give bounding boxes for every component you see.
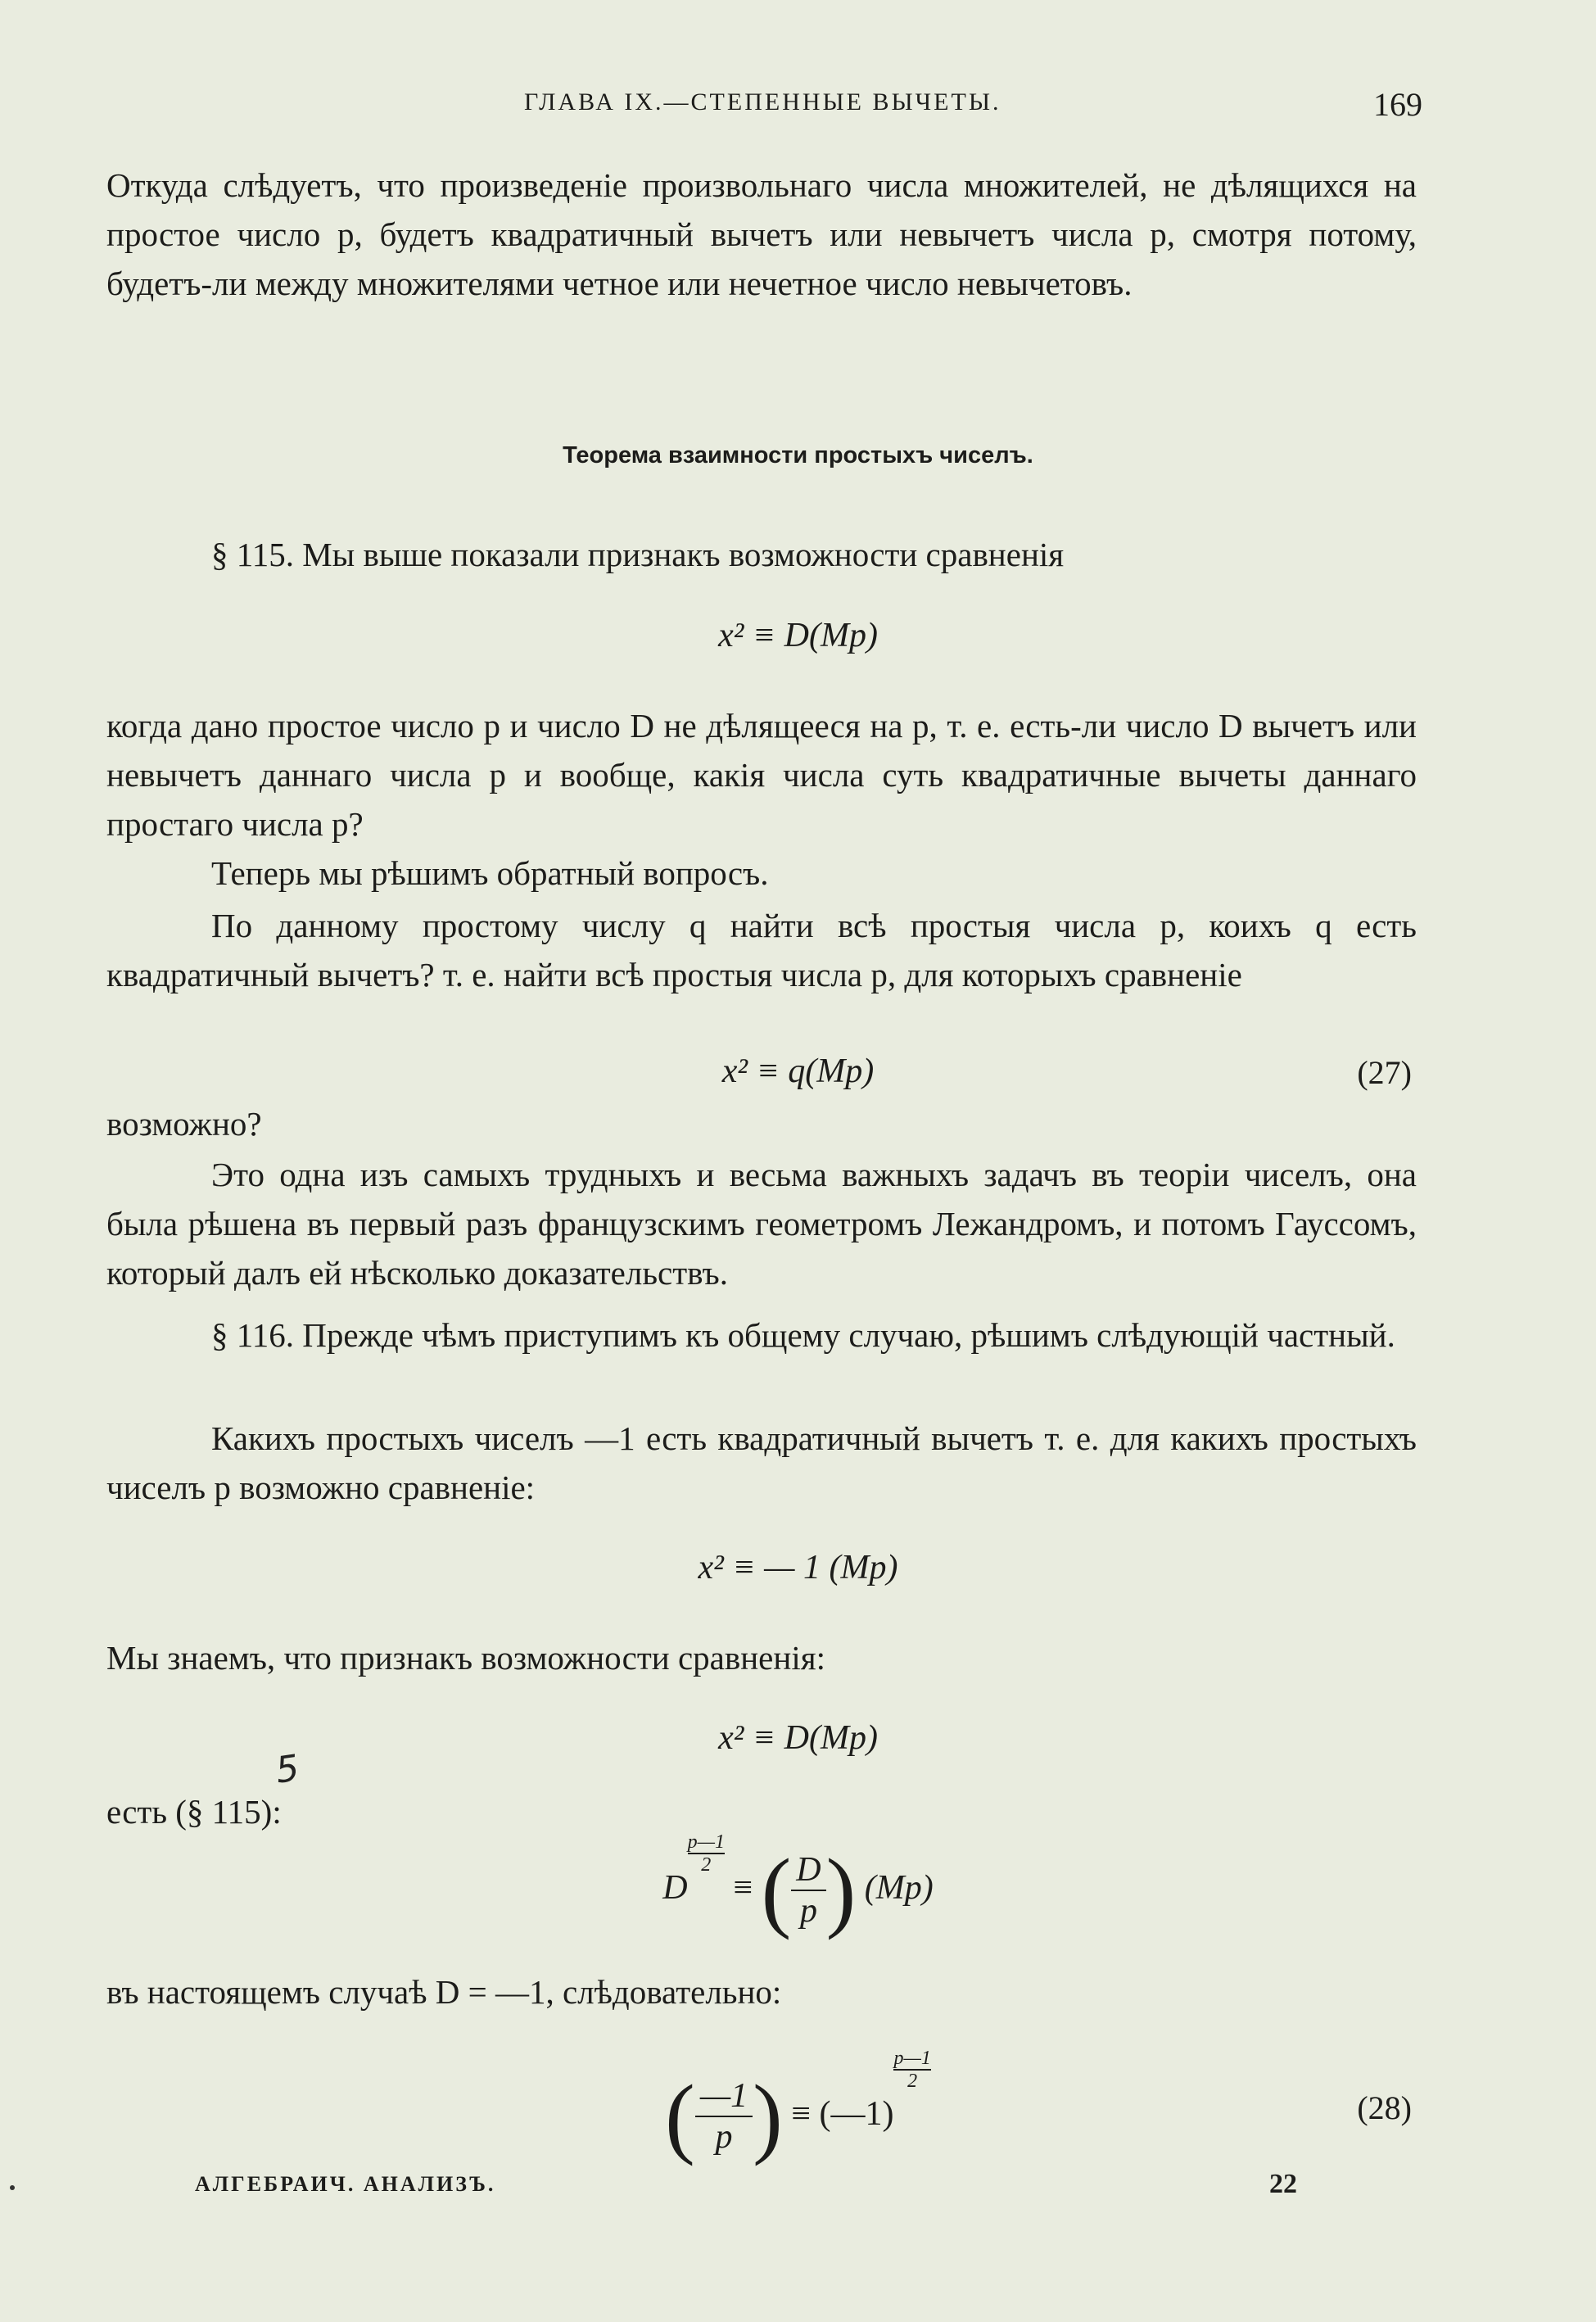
paragraph-11-end: ): <box>260 1793 282 1831</box>
footer-signature: 22 <box>1269 2169 1297 2199</box>
running-title: ГЛАВА IX.—СТЕПЕННЫЕ ВЫЧЕТЫ. <box>524 88 1001 115</box>
page-number: 169 <box>1373 86 1422 123</box>
paragraph-4: Теперь мы рѣшимъ обратный вопросъ. <box>211 854 769 892</box>
footer-book-title: АЛГЕБРАИЧ. АНАЛИЗЪ. <box>195 2172 496 2196</box>
equation-6-number: (28) <box>1357 2089 1412 2126</box>
equation-5: D $\frac{p—1}{2}$ ≡ ( $\frac{D}{p}$ ) (Mp) <box>662 1831 934 1940</box>
equation-2: x² ≡ q(Mp) <box>721 1052 875 1090</box>
paragraph-11-text: есть (§ 11 <box>106 1793 245 1831</box>
equation-1: x² ≡ D(Mp) <box>718 617 878 654</box>
paragraph-1: Откуда слѣдуетъ, что произведеніе произвольнаго числа множителей, не дѣлящихся на простое число p, будетъ квадратичный вычетъ или невычетъ числа p, смотря потому, будетъ-ли между множителями четное или нечетное число невычетовъ. <box>106 166 1417 302</box>
paragraph-8: § 116. Прежде чѣмъ приступимъ къ общему случаю, рѣшимъ слѣдующій частный. <box>211 1316 1395 1354</box>
eq5-fraction: $\frac{D}{p}$ <box>791 1850 825 1930</box>
paragraph-12: въ настоящемъ случаѣ D = —1, слѣдовательно: <box>106 1973 782 2011</box>
paragraph-11: есть (§ 115): <box>106 1793 282 1831</box>
equation-4: x² ≡ D(Mp) <box>718 1719 878 1757</box>
paragraph-3: когда дано простое число p и число D не дѣлящееся на p, т. е. есть-ли число D вычетъ или невычетъ даннаго числа p и вообще, какія числа суть квадратичные вычеты даннаго простаго числа p? <box>106 707 1417 843</box>
eq5-base: D <box>662 1869 688 1907</box>
margin-dot <box>10 2185 15 2190</box>
paragraph-2: § 115. Мы выше показали признакъ возможности сравненія <box>211 536 1065 573</box>
paragraph-7: Это одна изъ самыхъ трудныхъ и весьма важныхъ задачъ въ теоріи чиселъ, она была рѣшена въ первый разъ французскимъ геометромъ Лежандромъ, и потомъ Гауссомъ, который далъ ей нѣсколько доказательствъ. <box>106 1156 1417 1292</box>
section-heading: Теорема взаимности простыхъ чиселъ. <box>563 442 1033 468</box>
eq5-modulus: (Mp) <box>864 1869 934 1907</box>
paragraph-10: Мы знаемъ, что признакъ возможности сравненія: <box>106 1639 825 1677</box>
paragraph-6: возможно? <box>106 1105 262 1143</box>
equation-6: ( $\frac{—1}{p}$ ) ≡ (—1) $\frac{p—1}{2}$ <box>665 2048 931 2166</box>
eq6-fraction: $\frac{—1}{p}$ <box>695 2076 753 2157</box>
eq5-exponent: $\frac{p—1}{2}$ <box>687 1831 725 1876</box>
equation-2-number: (27) <box>1357 1054 1412 1091</box>
paragraph-9: Какихъ простыхъ чиселъ —1 есть квадратичный вычетъ т. е. для какихъ простыхъ чиселъ p возможно сравненіе: <box>106 1419 1417 1506</box>
pencil-correction: 5 <box>273 1747 302 1792</box>
equation-3: x² ≡ — 1 (Mp) <box>698 1549 898 1586</box>
eq6-base: (—1) <box>819 2095 894 2133</box>
paragraph-5: По данному простому числу q найти всѣ простыя числа p, коихъ q есть квадратичный вычетъ? т. е. найти всѣ простыя числа p, для которыхъ сравненіе <box>106 907 1417 994</box>
eq6-exponent: $\frac{p—1}{2}$ <box>893 2048 931 2092</box>
